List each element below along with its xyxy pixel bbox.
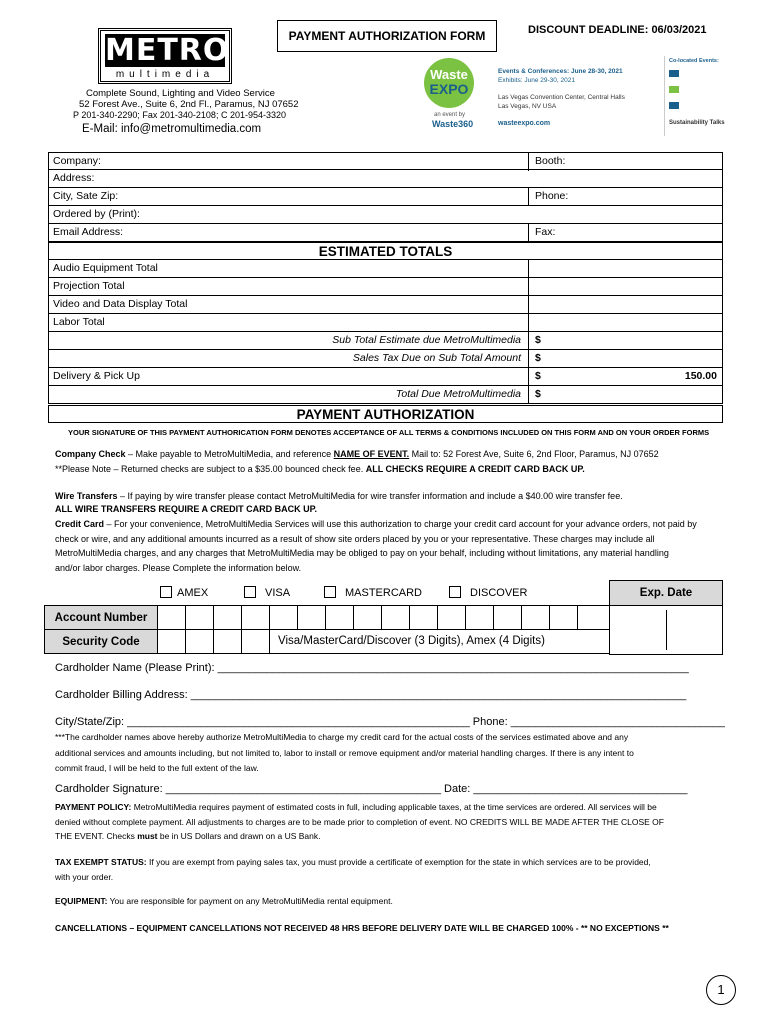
digit-box[interactable] xyxy=(157,605,186,630)
ordered-row[interactable] xyxy=(48,206,723,224)
wire-text: Wire Transfers – If paying by wire transfer please contact MetroMultiMedia for wire transfer information and include a $40.00 wire transfer fee. xyxy=(55,491,623,501)
expo-url: wasteexpo.com xyxy=(498,120,551,127)
city-label: City, Sate Zip: xyxy=(53,190,119,202)
tax-dollar: $ xyxy=(535,352,541,364)
digit-box[interactable] xyxy=(325,605,354,630)
digit-box[interactable] xyxy=(437,605,466,630)
check-note: **Please Note – Returned checks are subject to a $35.00 bounced check fee. ALL CHECKS REQUIRE A CREDIT CARD BACK UP. xyxy=(55,464,585,474)
account-number-label: Account Number xyxy=(44,605,158,630)
security-digit-box[interactable] xyxy=(157,629,186,654)
digit-box[interactable] xyxy=(297,605,326,630)
delivery-amount: 150.00 xyxy=(684,370,717,382)
mastercard-label: MASTERCARD xyxy=(345,587,423,599)
address-label: Address: xyxy=(53,172,95,184)
audio-label: Audio Equipment Total xyxy=(53,262,158,274)
digit-box[interactable] xyxy=(493,605,522,630)
total-due-label: Total Due MetroMultimedia xyxy=(395,388,521,400)
projection-label: Projection Total xyxy=(53,280,125,292)
equipment-policy: EQUIPMENT: You are responsible for payment on any MetroMultiMedia rental equipment. xyxy=(55,896,393,906)
digit-box[interactable] xyxy=(409,605,438,630)
payment-authorization-heading: PAYMENT AUTHORIZATION xyxy=(48,405,723,423)
signature-notice: YOUR SIGNATURE OF THIS PAYMENT AUTHORICATION FORM DENOTES ACCEPTANCE OF ALL TERMS & CONDITIONS INCLUDED ON THIS FORM AND ON YOUR ORDER FORMS xyxy=(68,428,710,437)
expo-exhibits: Exhibits: June 29-30, 2021 xyxy=(498,77,575,84)
delivery-dollar: $ xyxy=(535,370,541,382)
city-row[interactable] xyxy=(48,188,723,206)
city-phone-field[interactable]: City/State/Zip: ________________________________________________________ Phone: ___________________________________ xyxy=(55,716,725,728)
email-label: Email Address: xyxy=(53,226,124,238)
exp-date-divider xyxy=(666,610,667,650)
mastercard-checkbox[interactable] xyxy=(324,586,336,598)
estimated-totals-heading: ESTIMATED TOTALS xyxy=(48,242,723,260)
discover-label: DISCOVER xyxy=(470,587,528,599)
company-row[interactable] xyxy=(48,152,723,170)
total-due-dollar: $ xyxy=(535,388,541,400)
security-note-cell xyxy=(269,629,610,654)
fax-label: Fax: xyxy=(535,226,556,238)
payment-policy: PAYMENT POLICY: MetroMultiMedia requires payment of estimated costs in full, including applicable taxes, at the time services are ordered. All services will be denied without complete payment. All adjustments to charges are to be made prior to completion of event. NO CREDITS WILL BE MADE AFTER THE CLOSE OF THE EVENT. Checks must be in US Dollars and drawn on a US Bank. xyxy=(55,802,664,841)
credit-card-text: Credit Card – For your convenience, MetroMultiMedia Services will use this authorization to charge your credit card account for your advance orders, not paid by check or wire, and any additional amounts incurred as a result of show site orders placed by you or your representative. These charges may include all MetroMultiMedia charges, and any charges that MetroMultiMedia may be obliged to pay on your behalf, including without limitations, any material handling and/or labor charges. Please Complete the information below. xyxy=(55,519,697,573)
digit-box[interactable] xyxy=(381,605,410,630)
colocated-badge xyxy=(669,86,679,93)
delivery-row[interactable] xyxy=(48,368,723,386)
metro-logo-top: METRO xyxy=(105,33,230,68)
video-row[interactable] xyxy=(48,296,723,314)
visa-label: VISA xyxy=(265,587,291,599)
expo-by: an event by xyxy=(434,112,466,118)
cardholder-name-field[interactable]: Cardholder Name (Please Print): _____________________________________________________________________________ xyxy=(55,662,689,674)
expo-city: Las Vegas, NV USA xyxy=(498,103,557,110)
tagline: Complete Sound, Lighting and Video Service xyxy=(86,88,275,99)
security-digit-box[interactable] xyxy=(185,629,214,654)
expo-brand: Waste360 xyxy=(432,119,474,129)
metro-logo-bottom: multimedia xyxy=(115,69,215,80)
page-number: 1 xyxy=(717,982,725,997)
expo-colocated-panel xyxy=(664,56,725,136)
cancellation-policy: CANCELLATIONS – EQUIPMENT CANCELLATIONS NOT RECEIVED 48 HRS BEFORE DELIVERY DATE WILL BE CHARGED 100% - ** NO EXCEPTIONS ** xyxy=(55,923,669,933)
form-title-box xyxy=(277,20,497,52)
total-due-row[interactable] xyxy=(48,386,723,404)
discount-deadline: DISCOUNT DEADLINE: 06/03/2021 xyxy=(528,24,707,36)
wire-note: ALL WIRE TRANSFERS REQUIRE A CREDIT CARD BACK UP. xyxy=(55,504,318,514)
colocated-badge xyxy=(669,102,679,109)
tax-row[interactable] xyxy=(48,350,723,368)
digit-box[interactable] xyxy=(353,605,382,630)
labor-row[interactable] xyxy=(48,314,723,332)
digit-box[interactable] xyxy=(521,605,550,630)
digit-box[interactable] xyxy=(241,605,270,630)
expo-colocated: Co-located Events: xyxy=(669,58,719,64)
company-check-text: Company Check – Make payable to MetroMultiMedia, and reference NAME OF EVENT. Mail to: 52 Forest Ave, Suite 6, 2nd Floor, Paramus, NJ 07652 xyxy=(55,449,659,459)
tax-label: Sales Tax Due on Sub Total Amount xyxy=(352,352,521,364)
subtotal-label: Sub Total Estimate due MetroMultimedia xyxy=(332,334,521,346)
visa-checkbox[interactable] xyxy=(244,586,256,598)
company-email: E-Mail: info@metromultimedia.com xyxy=(82,123,262,135)
expo-venue: Las Vegas Convention Center, Central Halls xyxy=(498,94,625,101)
amex-checkbox[interactable] xyxy=(160,586,172,598)
cardholder-signature-field[interactable]: Cardholder Signature: _____________________________________________ Date: ___________________________________ xyxy=(55,783,688,795)
delivery-label: Delivery & Pick Up xyxy=(53,370,140,382)
tax-exempt-status: TAX EXEMPT STATUS: If you are exempt from paying sales tax, you must provide a certificate of exemption for the state in which services are to be provided, with your order. xyxy=(55,857,651,882)
digit-box[interactable] xyxy=(213,605,242,630)
digit-box[interactable] xyxy=(577,605,610,630)
security-digit-box[interactable] xyxy=(241,629,270,654)
form-title: PAYMENT AUTHORIZATION FORM xyxy=(288,29,486,43)
email-row[interactable] xyxy=(48,224,723,242)
ordered-label: Ordered by (Print): xyxy=(53,208,140,220)
security-digit-box[interactable] xyxy=(213,629,242,654)
security-code-label: Security Code xyxy=(44,629,158,654)
amex-label: AMEX xyxy=(177,587,209,599)
projection-row[interactable] xyxy=(48,278,723,296)
labor-label: Labor Total xyxy=(53,316,105,328)
digit-box[interactable] xyxy=(269,605,298,630)
page-number-circle xyxy=(706,975,736,1005)
exp-date-header: Exp. Date xyxy=(609,580,723,606)
company-phones: P 201-340-2290; Fax 201-340-2108; C 201-954-3320 xyxy=(73,110,286,120)
authorization-text: ***The cardholder names above hereby authorize MetroMultiMedia to charge my credit card for the actual costs of the services estimated above and any additional services and amounts including, but not limited to, labor to install or remove equipment and/or material handling charges. If there is any intent to commit fraud, I will be held to the full extent of the law. xyxy=(55,732,634,773)
booth-label: Booth: xyxy=(535,155,566,167)
colocated-badge xyxy=(669,70,679,77)
expo-sustain: Sustainability Talks xyxy=(669,120,725,126)
company-address: 52 Forest Ave., Suite 6, 2nd Fl., Paramus, NJ 07652 xyxy=(79,99,299,110)
waste-expo-ad xyxy=(418,56,724,138)
security-note: Visa/MasterCard/Discover (3 Digits), Amex (4 Digits) xyxy=(278,635,545,647)
company-label: Company: xyxy=(53,155,101,167)
billing-address-field[interactable]: Cardholder Billing Address: _________________________________________________________________________________ xyxy=(55,689,687,701)
waste-expo-logo: Waste EXPO xyxy=(424,58,474,108)
video-label: Video and Data Display Total xyxy=(53,298,188,310)
address-row[interactable] xyxy=(48,170,723,188)
digit-box[interactable] xyxy=(465,605,494,630)
subtotal-row[interactable] xyxy=(48,332,723,350)
digit-box[interactable] xyxy=(185,605,214,630)
phone-label: Phone: xyxy=(535,190,569,202)
audio-row[interactable] xyxy=(48,260,723,278)
discover-checkbox[interactable] xyxy=(449,586,461,598)
subtotal-dollar: $ xyxy=(535,334,541,346)
expo-events: Events & Conferences: June 28-30, 2021 xyxy=(498,68,623,75)
metro-logo xyxy=(98,28,232,84)
digit-box[interactable] xyxy=(549,605,578,630)
